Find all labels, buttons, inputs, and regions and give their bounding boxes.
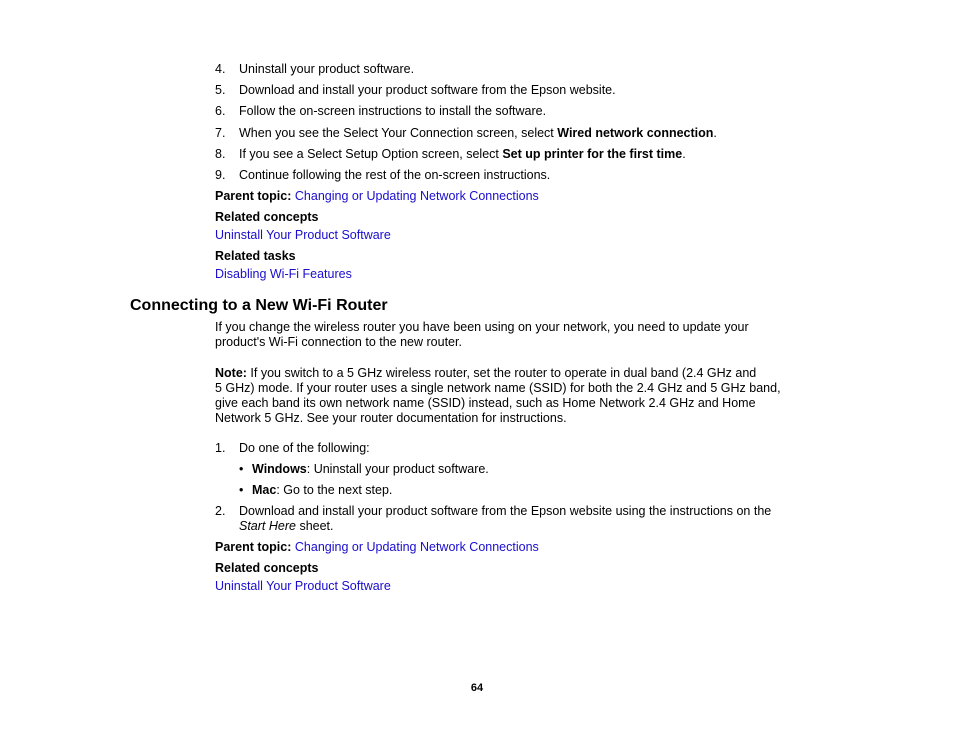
step-number: 4. — [215, 62, 226, 76]
bullet-text: Windows: Uninstall your product software. — [252, 462, 489, 476]
related-concepts-link-bottom[interactable]: Uninstall Your Product Software — [215, 579, 391, 593]
note-label: Note: — [215, 366, 247, 380]
related-concepts-link[interactable]: Uninstall Your Product Software — [215, 228, 391, 242]
parent-topic-link[interactable]: Changing or Updating Network Connections — [294, 189, 539, 203]
intro-paragraph: If you change the wireless router you have been using on your network, you need to update your product's Wi-Fi connection to the new router. — [215, 320, 749, 349]
bullet-marker: • — [239, 462, 244, 476]
bullet-marker: • — [239, 483, 244, 497]
related-concepts-heading-bottom: Related concepts — [215, 561, 319, 575]
step-text: When you see the Select Your Connection screen, select Wired network connection. — [239, 126, 717, 140]
step-number: 1. — [215, 441, 226, 455]
step-text: Follow the on-screen instructions to install the software. — [239, 104, 547, 118]
step-text: Do one of the following: — [239, 441, 370, 455]
parent-topic-bottom — [215, 540, 815, 555]
step-text: Download and install your product software from the Epson website. — [239, 83, 616, 97]
page-number: 64 — [470, 682, 484, 694]
step-text: Continue following the rest of the on-screen instructions. — [239, 168, 551, 182]
related-tasks-link[interactable]: Disabling Wi-Fi Features — [215, 267, 352, 281]
step-number: 8. — [215, 147, 226, 161]
step-number: 9. — [215, 168, 226, 182]
step-text: Download and install your product software from the Epson website using the instructions on the Start Here sheet. — [239, 504, 772, 533]
parent-topic — [215, 189, 815, 204]
parent-topic-link[interactable]: Changing or Updating Network Connections — [294, 540, 539, 554]
step-number: 2. — [215, 504, 226, 518]
related-concepts-heading: Related concepts — [215, 210, 319, 224]
step-text: If you see a Select Setup Option screen, select Set up printer for the first time. — [239, 147, 686, 161]
parent-topic-label: Parent topic: — [215, 189, 292, 203]
step-number: 5. — [215, 83, 226, 97]
step-text: Uninstall your product software. — [239, 62, 415, 76]
bullet-text: Mac: Go to the next step. — [252, 483, 393, 497]
related-tasks-heading: Related tasks — [215, 249, 296, 263]
step-number: 7. — [215, 126, 226, 140]
note-paragraph: Note: If you switch to a 5 GHz wireless router, set the router to operate in dual band (2.4 GHz and 5 GHz) mode. If your router uses a single network name (SSID) for both the 2.4 GHz and 5 GHz band, give each band its own network name (SSID) instead, such as Home Network 2.4 GHz and Home Network 5 GHz. See your router documentation for instructions. — [215, 366, 781, 425]
section-heading: Connecting to a New Wi-Fi Router — [130, 297, 388, 314]
step-number: 6. — [215, 104, 226, 118]
parent-topic-label: Parent topic: — [215, 540, 292, 554]
